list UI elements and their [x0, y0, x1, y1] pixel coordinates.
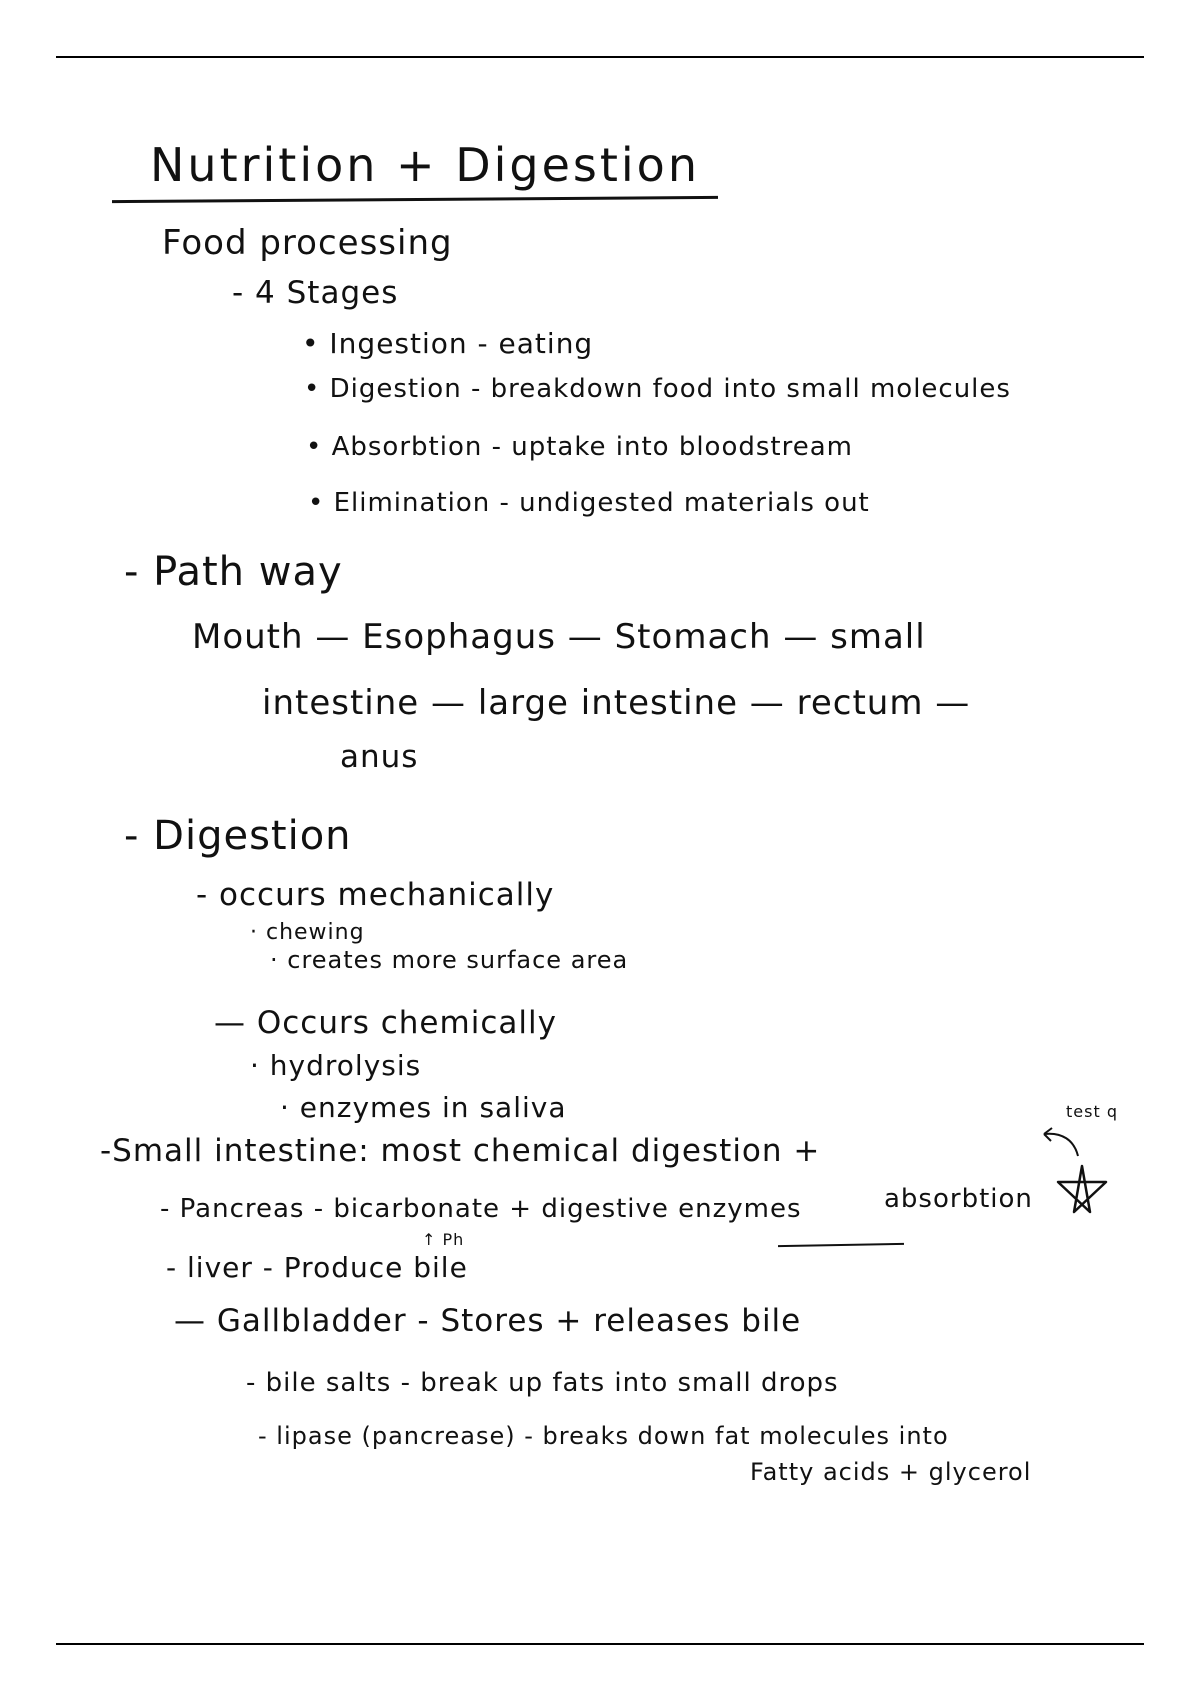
top-rule [56, 56, 1144, 58]
lipase-line: - lipase (pancrease) - breaks down fat molecules into [258, 1422, 949, 1450]
digestion-hydrolysis: · hydrolysis [250, 1049, 422, 1082]
stage-elimination: • Elimination - undigested materials out [308, 488, 870, 518]
digestion-creates: · creates more surface area [270, 946, 629, 974]
curved-arrow-icon [1034, 1120, 1084, 1160]
pathway-line-1: Mouth — Esophagus — Stomach — small [192, 617, 926, 657]
ph-note: ↑ Ph [422, 1230, 465, 1249]
stage-ingestion: • Ingestion - eating [302, 327, 594, 360]
pathway-heading: - Path way [124, 549, 343, 595]
pathway-line-3: anus [340, 739, 419, 775]
liver-line: - liver - Produce bile [166, 1251, 468, 1284]
digestion-chewing: · chewing [250, 920, 365, 945]
page-title: Nutrition + Digestion [150, 138, 700, 192]
pathway-line-2: intestine — large intestine — rectum — [262, 683, 971, 723]
pancreas-line: - Pancreas - bicarbonate + digestive enzymes [160, 1194, 802, 1224]
title-underline [112, 196, 718, 203]
gallbladder-line: — Gallbladder - Stores + releases bile [174, 1303, 802, 1339]
digestion-heading: - Digestion [124, 813, 352, 859]
test-question-note: test q [1066, 1102, 1118, 1121]
digestion-enzymes-saliva: · enzymes in saliva [280, 1091, 567, 1124]
food-processing-heading: Food processing [162, 223, 453, 263]
absorbtion-label: absorbtion [884, 1184, 1033, 1214]
star-icon [1052, 1162, 1112, 1222]
digestion-mechanical: - occurs mechanically [196, 877, 555, 913]
stage-digestion: • Digestion - breakdown food into small molecules [304, 374, 1011, 404]
small-intestine-heading: -Small intestine: most chemical digestion + [100, 1133, 821, 1169]
digestion-chemical: — Occurs chemically [214, 1005, 557, 1041]
fatty-acids-line: Fatty acids + glycerol [750, 1458, 1032, 1486]
bottom-rule [56, 1643, 1144, 1645]
bile-salts-line: - bile salts - break up fats into small drops [246, 1368, 839, 1398]
stages-label: - 4 Stages [232, 275, 399, 311]
enzymes-underline [778, 1243, 904, 1247]
stage-absorbtion: • Absorbtion - uptake into bloodstream [306, 432, 853, 462]
